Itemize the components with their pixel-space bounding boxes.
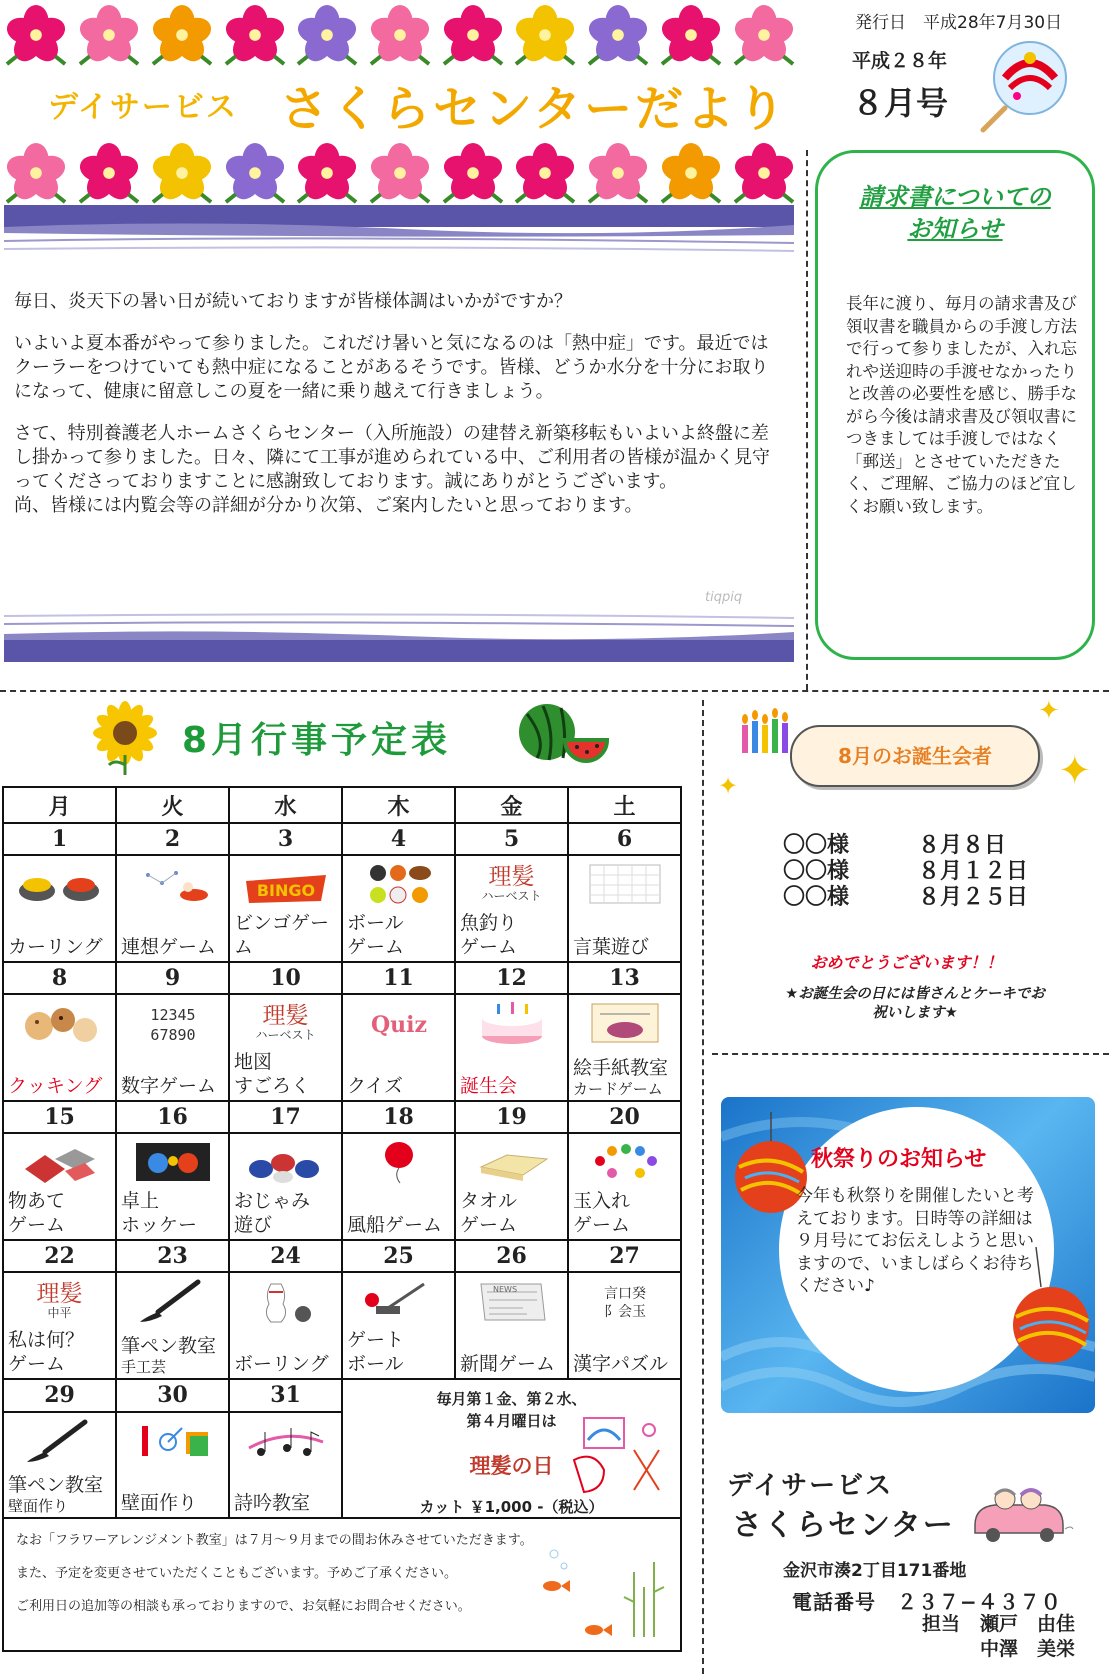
billing-notice-title — [818, 181, 1092, 245]
festival-title: 秋祭りのお知らせ — [811, 1147, 987, 1172]
constellation-game-icon — [128, 861, 218, 907]
barber-tools-icon — [564, 1410, 674, 1500]
activity-label — [573, 936, 649, 958]
activity-cell — [342, 1050, 455, 1101]
activity-label — [121, 1075, 216, 1097]
newsletter-header — [0, 0, 800, 210]
birthday-title: 8月のお誕生会者 — [790, 725, 1040, 787]
schedule-title: 8月行事予定表 — [182, 720, 452, 761]
barber-info-line: 第４月曜日は — [466, 1412, 557, 1430]
hibiscus-row-top — [0, 0, 800, 70]
activity-label-line: おじゃみ — [234, 1190, 311, 1212]
activity-cell — [568, 1050, 681, 1101]
barber-price: カット ￥1,000 -（税込） — [419, 1498, 604, 1516]
activity-icon-cell — [116, 1412, 229, 1469]
staff-name: 中澤 美栄 — [980, 1638, 1076, 1660]
hibiscus-icon — [224, 4, 286, 66]
activity-cell — [342, 1328, 455, 1379]
activity-icon-cell — [229, 1272, 342, 1328]
towel-icon — [467, 1139, 557, 1185]
calendar-date: 13 — [568, 962, 681, 994]
birthday-name: 〇〇様 — [783, 859, 850, 884]
activity-label — [234, 1190, 310, 1236]
activity-icon-cell — [342, 994, 455, 1050]
calendar-date: 29 — [3, 1379, 116, 1412]
activity-cell — [116, 1189, 229, 1240]
hibiscus-icon — [151, 4, 213, 66]
activity-cell — [3, 1328, 116, 1379]
activity-row — [3, 1050, 681, 1101]
weekday-header: 木 — [342, 787, 455, 823]
activity-cell — [229, 911, 342, 962]
activity-icon-cell — [3, 855, 116, 911]
schedule-note: なお「フラワーアレンジメント教室」は７月～９月までの間お休みさせていただきます。 — [16, 1533, 533, 1548]
candles-icon — [738, 705, 798, 760]
svg-text:67890: 67890 — [149, 1025, 196, 1044]
activity-label — [460, 1353, 555, 1375]
hibiscus-icon — [514, 4, 576, 66]
sparkle-icon: ✦ — [1058, 748, 1092, 794]
calendar-date: 5 — [455, 823, 568, 855]
calendar-date: 16 — [116, 1101, 229, 1133]
activity-icon-cell — [568, 1272, 681, 1328]
activity-label-line: ゲーム — [347, 936, 405, 958]
activity-label — [121, 1190, 197, 1236]
activity-label-line: 筆ペン教室 — [121, 1335, 217, 1357]
beanbags-icon — [241, 1139, 331, 1185]
facility-type: デイサービス — [727, 1471, 894, 1501]
activity-icon-cell — [3, 994, 116, 1050]
activity-icon-cell — [229, 855, 342, 911]
issue-date: 発行日 平成28年7月30日 — [855, 13, 1063, 33]
activity-label — [347, 912, 404, 958]
gateball-icon — [354, 1278, 444, 1324]
icon-row — [3, 1133, 681, 1189]
barber-day-title: 理髪の日 — [469, 1454, 554, 1478]
weekday-header: 火 — [116, 787, 229, 823]
activity-label — [573, 1353, 668, 1375]
section-divider — [0, 690, 1109, 692]
calendar-date: 9 — [116, 962, 229, 994]
activity-label-line: クイズ — [347, 1075, 403, 1097]
weekday-header: 土 — [568, 787, 681, 823]
activity-label — [347, 1214, 442, 1236]
activity-label — [234, 1051, 310, 1097]
activity-cell — [568, 1189, 681, 1240]
calendar-date: 22 — [3, 1240, 116, 1272]
svg-text:言口癸: 言口癸 — [603, 1285, 646, 1302]
weekday-header-row — [3, 787, 681, 823]
activity-label-line: すごろく — [234, 1075, 311, 1097]
section-divider — [712, 1053, 1109, 1055]
greeting-paragraph: 尚、皆様には内覧会等の詳細が分かり次第、ご案内したいと思っております。 — [14, 495, 643, 516]
activity-label-line: ゲーム — [460, 936, 518, 958]
activity-cell — [3, 1189, 116, 1240]
hibiscus-icon — [369, 142, 431, 204]
hibiscus-icon — [296, 4, 358, 66]
activity-cell — [116, 1050, 229, 1101]
bowling-icon — [241, 1278, 331, 1324]
birthday-date: ８月８日 — [918, 833, 1007, 858]
greeting-text — [14, 290, 784, 518]
activity-label — [121, 936, 216, 958]
calendar-date: 6 — [568, 823, 681, 855]
issue-month: ８月号 — [852, 84, 949, 122]
staff-in-charge — [922, 1612, 1075, 1662]
activity-icon-cell — [3, 1272, 116, 1328]
picture-letter-icon — [580, 1000, 670, 1046]
activity-label-line: 地図 — [234, 1051, 273, 1073]
calendar-date: 23 — [116, 1240, 229, 1272]
birthday-name: 〇〇様 — [783, 833, 850, 858]
activity-label-line: 漢字パズル — [573, 1353, 669, 1375]
bingo-icon — [241, 861, 331, 907]
activity-cell — [568, 1328, 681, 1379]
barber-shop: 中平 — [47, 1305, 72, 1320]
artist-signature: tiqpiq — [705, 590, 743, 605]
activity-cell — [3, 911, 116, 962]
calendar-date: 17 — [229, 1101, 342, 1133]
activity-row — [3, 911, 681, 962]
activity-icon-cell — [455, 1133, 568, 1189]
numbers-icon — [128, 1000, 218, 1046]
hibiscus-icon — [514, 142, 576, 204]
svg-text:BINGO: BINGO — [256, 880, 315, 900]
activity-icon-cell — [342, 1133, 455, 1189]
weekday-header: 水 — [229, 787, 342, 823]
ball-toss-icon — [580, 1139, 670, 1185]
activity-row — [3, 1189, 681, 1240]
activity-label-line: 言葉遊び — [573, 936, 650, 958]
balloon-icon — [354, 1139, 444, 1185]
activity-label — [8, 1190, 65, 1236]
uchiwa-fan-icon — [975, 38, 1070, 133]
newsletter-title: さくらセンターだより — [280, 81, 789, 137]
activity-label-line: 遊び — [234, 1214, 273, 1236]
activity-icon-cell — [455, 855, 568, 911]
activity-icon-cell — [116, 994, 229, 1050]
hibiscus-icon — [733, 142, 795, 204]
calendar-date: 27 — [568, 1240, 681, 1272]
activity-label — [347, 1075, 403, 1097]
activity-label-line: ゲーム — [573, 1214, 631, 1236]
birthday-cake-icon — [467, 1000, 557, 1046]
activity-icon-cell — [568, 855, 681, 911]
calendar-date: 4 — [342, 823, 455, 855]
activity-label-line: 新聞ゲーム — [460, 1353, 556, 1375]
barber-label: 理髪 — [262, 1002, 309, 1029]
weekday-header: 月 — [3, 787, 116, 823]
birthday-entry — [783, 833, 1028, 859]
quiz-icon — [354, 1000, 444, 1046]
activity-cell — [455, 1050, 568, 1101]
activity-icon-cell — [342, 855, 455, 911]
calendar-date: 15 — [3, 1101, 116, 1133]
hibiscus-icon — [78, 4, 140, 66]
hibiscus-icon — [151, 142, 213, 204]
sparkle-icon: ✦ — [718, 772, 739, 800]
column-divider — [702, 700, 704, 1674]
hibiscus-row-bottom — [0, 138, 800, 208]
cookies-icon — [15, 1000, 105, 1046]
weekday-header: 金 — [455, 787, 568, 823]
activity-label-line: ホッケー — [121, 1214, 198, 1236]
activity-label — [8, 936, 103, 958]
activity-label-line: ゲーム — [8, 1353, 66, 1375]
svg-text:Quiz: Quiz — [370, 1011, 427, 1038]
calendar-date: 24 — [229, 1240, 342, 1272]
billing-notice-body: 長年に渡り、毎月の請求書及び領収書を職員からの手渡し方法で行って参りましたが、入れ忘れや送迎時の手渡せなかったりと改善の必要性を感じ、勝手ながら今後は請求書及び領収書につきましては手渡しではなく「郵送」とさせていただきたく、ご理解、ご協力のほど宜しくお願い致します。 — [846, 294, 1077, 516]
birthday-date: ８月１２日 — [918, 859, 1029, 884]
calendar-date: 2 — [116, 823, 229, 855]
birthday-entry — [783, 885, 1028, 911]
activity-label-line: 連想ゲーム — [121, 936, 217, 958]
icon-row — [3, 994, 681, 1050]
birthday-list — [783, 833, 1028, 911]
activity-cell — [568, 911, 681, 962]
calendar-date: 11 — [342, 962, 455, 994]
calendar-date: 8 — [3, 962, 116, 994]
activity-label-line: 誕生会 — [460, 1075, 518, 1097]
activity-icon-cell — [568, 994, 681, 1050]
birthday-note-line: ★お誕生会の日には皆さんとケーキでお — [785, 986, 1045, 1002]
activity-label-line: 壁面作り — [121, 1492, 198, 1514]
staff-label: 担当 — [922, 1613, 961, 1635]
barber-label: 理髪 — [488, 863, 535, 890]
activity-label — [8, 1075, 102, 1097]
brush-icon — [128, 1278, 218, 1324]
staff-name: 瀬戸 由佳 — [980, 1613, 1076, 1635]
activity-icon-cell — [3, 1412, 116, 1469]
activity-label — [234, 1353, 329, 1375]
activity-label-line: 卓上 — [121, 1190, 160, 1212]
activity-icon-cell — [116, 855, 229, 911]
date-row — [3, 823, 681, 855]
activity-label — [573, 1057, 668, 1079]
birthday-note — [750, 985, 1080, 1023]
greeting-paragraph: さて、特別養護老人ホームさくらセンター（入所施設）の建替え新築移転もいよいよ終盤に差し掛かって参りました。日々、隣にて工事が進められている中、ご利用者の皆様が温かく見守ってくださっておりますことに感謝致しております。誠にありがとうございます。 — [14, 423, 770, 492]
goldfish-icon — [524, 1542, 674, 1642]
issue-year: 平成２８年 — [852, 50, 948, 72]
barber-day-info — [342, 1379, 681, 1518]
svg-text:12345: 12345 — [149, 1005, 196, 1024]
date-row — [3, 1240, 681, 1272]
activity-icon-cell — [455, 1272, 568, 1328]
calendar-date: 1 — [3, 823, 116, 855]
activity-label-line: 数字ゲーム — [121, 1075, 217, 1097]
date-row — [3, 1379, 681, 1412]
watermelon-icon — [515, 700, 610, 770]
barber-info-line: 毎月第１金、第２水、 — [436, 1390, 587, 1408]
activity-icon-cell — [342, 1272, 455, 1328]
icon-row — [3, 855, 681, 911]
calendar-date: 26 — [455, 1240, 568, 1272]
activity-label-line: 魚釣り — [460, 912, 518, 934]
svg-text:NEWS: NEWS — [492, 1284, 517, 1294]
activity-icon-cell — [116, 1272, 229, 1328]
barber-shop: ハーベスト — [255, 1027, 316, 1042]
calendar-date: 31 — [229, 1379, 342, 1412]
newsletter-subtitle: デイサービス — [48, 90, 238, 125]
autumn-festival-box — [721, 1097, 1095, 1413]
activity-label-line: 玉入れ — [573, 1190, 631, 1212]
newspaper-icon — [467, 1278, 557, 1324]
activity-icon-cell — [229, 1412, 342, 1469]
activity-cell — [342, 1189, 455, 1240]
schedule-notes — [2, 1502, 682, 1652]
sunflower-icon — [85, 695, 165, 775]
facility-address: 金沢市湊2丁目171番地 — [783, 1561, 967, 1581]
activity-icon-cell — [3, 1133, 116, 1189]
schedule-calendar — [2, 786, 682, 1519]
activity-label-line: ビンゴゲーム — [234, 912, 330, 958]
activity-cell — [455, 1189, 568, 1240]
activity-cell — [229, 1189, 342, 1240]
activity-label — [347, 1329, 404, 1375]
facility-name: さくらセンター — [732, 1508, 955, 1543]
activity-cell — [116, 911, 229, 962]
facility-phone: 電話番号 ２３７−４３７０ — [792, 1590, 1062, 1614]
word-grid-icon — [580, 861, 670, 907]
calendar-date: 10 — [229, 962, 342, 994]
hibiscus-icon — [442, 142, 504, 204]
birthday-name: 〇〇様 — [783, 885, 850, 910]
activity-label-line: タオル — [460, 1190, 518, 1212]
schedule-note: また、予定を変更させていただくこともございます。予めご了承ください。 — [16, 1566, 457, 1581]
elderly-couple-car-icon — [965, 1485, 1075, 1545]
hibiscus-icon — [587, 142, 649, 204]
birthday-congrats: おめでとうございます！！ — [810, 953, 1003, 972]
hibiscus-icon — [733, 4, 795, 66]
activity-label — [8, 1474, 103, 1496]
activity-cell — [116, 1328, 229, 1379]
activity-label-line: クッキング — [8, 1075, 103, 1097]
activity-sub-label: カードゲーム — [573, 1080, 663, 1098]
brush-icon — [15, 1418, 105, 1464]
air-hockey-icon — [128, 1139, 218, 1185]
wave-divider-top — [4, 205, 794, 255]
activity-label-line: 詩吟教室 — [234, 1492, 311, 1514]
activity-cell — [455, 911, 568, 962]
activity-icon-cell — [116, 1133, 229, 1189]
hibiscus-icon — [369, 4, 431, 66]
activity-cell — [342, 911, 455, 962]
activity-icon-cell — [568, 1133, 681, 1189]
music-notes-icon — [241, 1418, 331, 1464]
activity-label-line: カーリング — [8, 936, 103, 958]
activity-label-line: 物あて — [8, 1190, 66, 1212]
billing-notice-box — [815, 150, 1095, 660]
activity-sub-label: 壁面作り — [8, 1497, 69, 1515]
birthday-note-line: 祝いします★ — [872, 1005, 958, 1021]
activity-sub-label: 手工芸 — [121, 1358, 167, 1376]
activity-label — [573, 1190, 630, 1236]
activity-label — [460, 1190, 517, 1236]
activity-icon-cell — [229, 1133, 342, 1189]
sparkle-icon: ✦ — [1038, 696, 1060, 726]
balls-icon — [354, 861, 444, 907]
activity-label-line: ゲート — [347, 1329, 405, 1351]
hibiscus-icon — [5, 142, 67, 204]
curling-stone-icon — [15, 861, 105, 907]
kanji-puzzle-icon — [580, 1278, 670, 1324]
activity-label — [460, 1075, 517, 1097]
activity-label-line: ゲーム — [460, 1214, 518, 1236]
festival-body: 今年も秋祭りを開催したいと考えております。日時等の詳細は９月号にてお伝えしようと思いますので、いましばらくお待ちください♪ — [796, 1186, 1034, 1296]
column-divider — [806, 150, 808, 690]
calendar-date: 18 — [342, 1101, 455, 1133]
schedule-note: ご利用日の追加等の相談も承っておりますので、お気軽にお問合せください。 — [16, 1599, 471, 1614]
hibiscus-icon — [224, 142, 286, 204]
activity-icon-cell — [229, 994, 342, 1050]
calendar-date: 19 — [455, 1101, 568, 1133]
hibiscus-icon — [660, 4, 722, 66]
barber-label: 理髪 — [36, 1280, 83, 1307]
activity-label-line: 絵手紙教室 — [573, 1057, 669, 1079]
hibiscus-icon — [587, 4, 649, 66]
activity-label — [8, 1329, 84, 1375]
svg-text:阝会玉: 阝会玉 — [603, 1303, 646, 1320]
calendar-date: 30 — [116, 1379, 229, 1412]
hibiscus-icon — [660, 142, 722, 204]
billing-title-line: お知らせ — [907, 215, 1003, 243]
birthday-entry — [783, 859, 1028, 885]
activity-row — [3, 1328, 681, 1379]
activity-label-line: ボール — [347, 912, 404, 934]
calendar-date: 25 — [342, 1240, 455, 1272]
activity-label — [121, 1335, 216, 1357]
date-row — [3, 962, 681, 994]
activity-label — [460, 912, 517, 958]
activity-label-line: ボーリング — [234, 1353, 329, 1375]
wave-divider-bottom — [4, 612, 794, 662]
hibiscus-icon — [296, 142, 358, 204]
date-row — [3, 1101, 681, 1133]
activity-cell — [229, 1050, 342, 1101]
activity-label — [234, 912, 329, 958]
activity-cell — [229, 1328, 342, 1379]
calendar-date: 20 — [568, 1101, 681, 1133]
activity-cell — [3, 1050, 116, 1101]
greeting-paragraph: 毎日、炎天下の暑い日が続いておりますが皆様体調はいかがですか？ — [14, 291, 572, 312]
activity-label-line: 筆ペン教室 — [8, 1474, 104, 1496]
activity-label-line: 風船ゲーム — [347, 1214, 443, 1236]
birthday-date: ８月２５日 — [918, 885, 1029, 910]
hibiscus-icon — [442, 4, 504, 66]
billing-title-line: 請求書についての — [859, 183, 1051, 211]
activity-label-line: 私は何？ — [8, 1329, 85, 1351]
hibiscus-icon — [78, 142, 140, 204]
activity-label-line: ボール — [347, 1353, 404, 1375]
activity-icon-cell — [455, 994, 568, 1050]
calendar-date: 3 — [229, 823, 342, 855]
hibiscus-icon — [5, 4, 67, 66]
icon-row — [3, 1272, 681, 1328]
greeting-paragraph: いよいよ夏本番がやって参りました。これだけ暑いと気になるのは「熱中症」です。最近ではクーラーをつけていても熱中症になることがあるそうです。皆様、どうか水分を十分にお取りになって、健康に留意しこの夏を一緒に乗り越えて行きましょう。 — [14, 333, 769, 402]
activity-label-line: ゲーム — [8, 1214, 66, 1236]
calendar-date: 12 — [455, 962, 568, 994]
activity-cell — [455, 1328, 568, 1379]
barber-shop: ハーベスト — [481, 888, 542, 903]
blocks-icon — [15, 1139, 105, 1185]
craft-tools-icon — [128, 1418, 218, 1464]
